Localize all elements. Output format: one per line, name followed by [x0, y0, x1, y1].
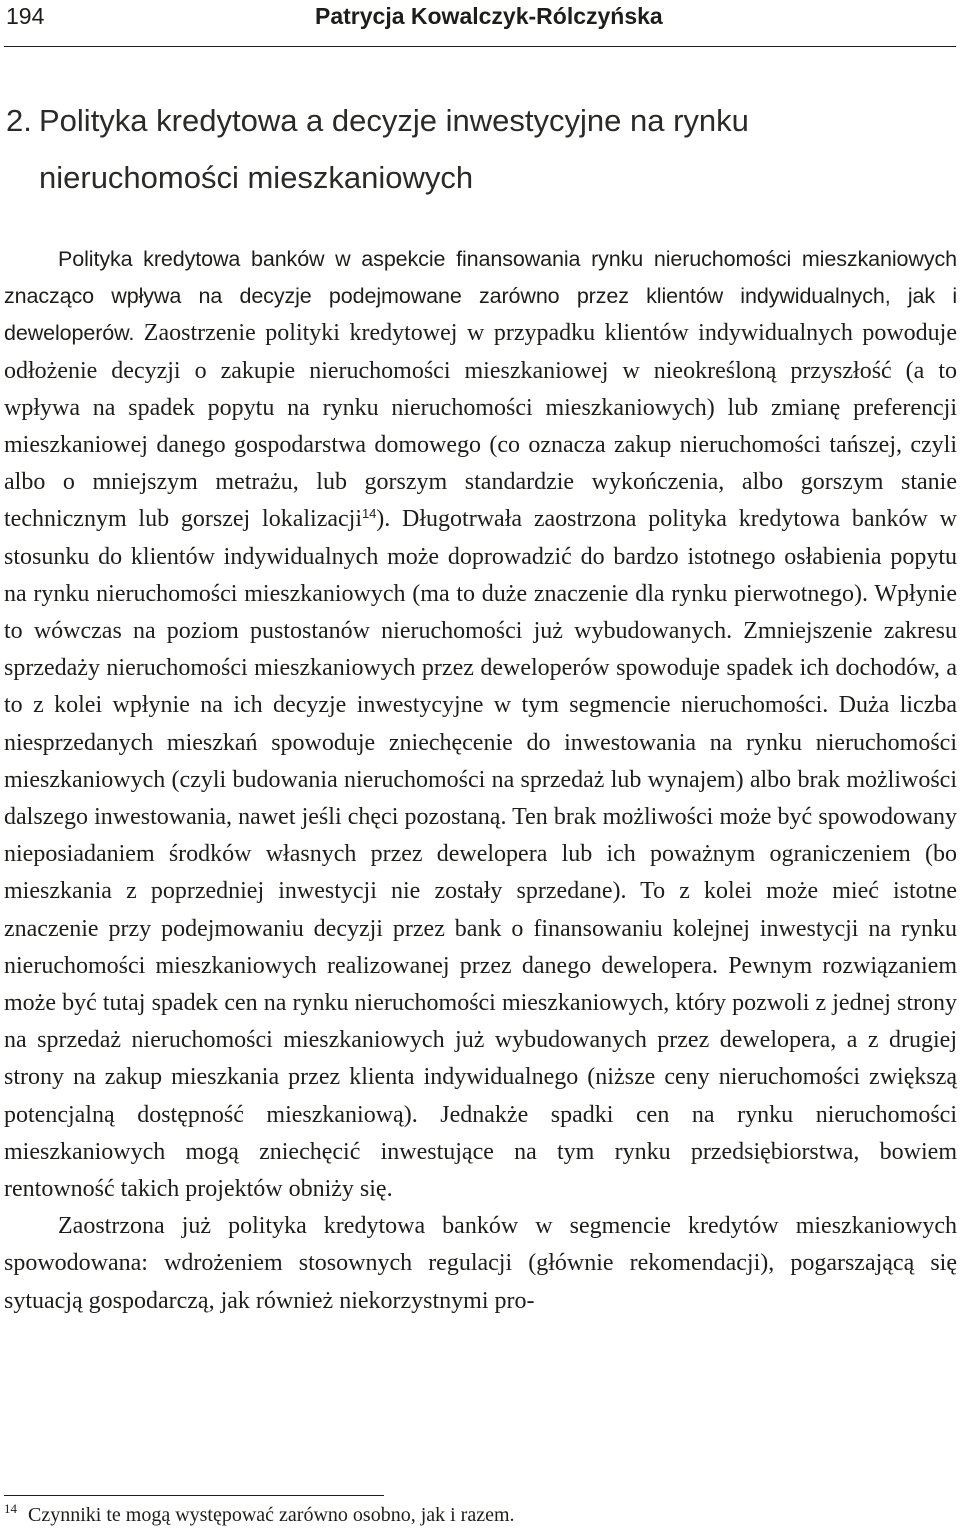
- section-title-line2: nieruchomości mieszkaniowych: [39, 160, 474, 195]
- section-title-line1: Polityka kredytowa a decyzje inwestycyjne na rynku: [39, 103, 749, 138]
- paragraph-text: Zaostrzenie polityki kredytowej w przypadku klientów indywidualnych powoduje odłożenie decyzji o zakupie nieruchomości mieszkaniowej w nieokreśloną przyszłość (a to wpływa na spadek popytu na rynku nieruchomości mieszkaniowych) lub zmianę preferencji mieszkaniowej danego gospodarstwa domowego (co oznacza zakup nieruchomości tańszej, czyli albo o mniejszym metrażu, lub gorszym standardzie wykończenia, albo gorszym stanie technicznym lub gorszej lokalizacji: [4, 320, 957, 533]
- footnote: 14 Czynniki te mogą występować zarówno osobno, jak i razem.: [4, 1501, 515, 1526]
- footnote-rule: [4, 1495, 384, 1496]
- paragraph: Zaostrzona już polityka kredytowa banków w segmencie kredytów mieszkaniowych spowodowana: wdrożeniem stosownych regulacji (głównie rekomendacji), pogarszającą się sytuacją gospodarczą, jak również niekorzystnymi pro-: [4, 1213, 957, 1314]
- footnote-reference[interactable]: 14: [361, 506, 377, 522]
- page-header: [0, 0, 960, 48]
- page-number: 194: [6, 3, 45, 29]
- paragraph: [4, 241, 957, 1208]
- paragraph-text-continued: ). Długotrwała zaostrzona polityka kredytowa banków w stosunku do klientów indywidualnych może doprowadzić do bardzo istotnego osłabienia popytu na rynku nieruchomości mieszkaniowych (ma to duże znaczenie dla rynku pierwotnego). Wpłynie to wówczas na poziom pustostanów nieruchomości już wybudowanych. Zmniejszenie zakresu sprzedaży nieruchomości mieszkaniowych przez deweloperów spowoduje spadek ich dochodów, a to z kolei wpłynie na ich decyzje inwestycyjne w tym segmencie nieruchomości. Duża liczba niesprzedanych mieszkań spowoduje zniechęcenie do inwestowania na rynku nieruchomości mieszkaniowych (czyli budowania nieruchomości na sprzedaż lub wynajem) albo brak możliwości dalszego inwestowania, nawet jeśli chęci pozostaną. Ten brak możliwości może być spowodowany nieposiadaniem środków własnych przez dewelopera lub ich poważnym ograniczeniem (bo mieszkania z poprzedniej inwestycji nie zostały sprzedane). To z kolei może mieć istotne znaczenie przy podejmowaniu decyzji przez bank o finansowaniu kolejnej inwestycji na rynku nieruchomości mieszkaniowych realizowanej przez danego dewelopera. Pewnym rozwiązaniem może być tutaj spadek cen na rynku nieruchomości mieszkaniowych, który pozwoli z jednej strony na sprzedaż nieruchomości mieszkaniowych już wybudowanych przez dewelopera, a z drugiej strony na zakup mieszkania przez klienta indywidualnego (niższe ceny nieruchomości zwiększą potencjalną dostępność mieszkaniową). Jednakże spadki cen na rynku nieruchomości mieszkaniowych mogą zniechęcić inwestujące na tym rynku przedsiębiorstwa, bowiem rentowność takich projektów obniży się.: [4, 506, 957, 1203]
- footnote-text: Czynniki te mogą występować zarówno osobno, jak i razem.: [28, 1504, 515, 1526]
- header-rule: [4, 46, 956, 47]
- running-head-author: Patrycja Kowalczyk-Rólczyńska: [315, 3, 663, 29]
- paragraph-sans-lead: Polityka kredytowa banków w aspekcie finansowania rynku nieruchomości mieszkaniowych znacząco wpływa na decyzje podejmowane zarówno przez klientów indywidualnych, jak i deweloperów.: [4, 247, 957, 346]
- body-text: [4, 241, 957, 1320]
- section-number: 2.: [6, 103, 32, 138]
- section-title: [6, 92, 946, 206]
